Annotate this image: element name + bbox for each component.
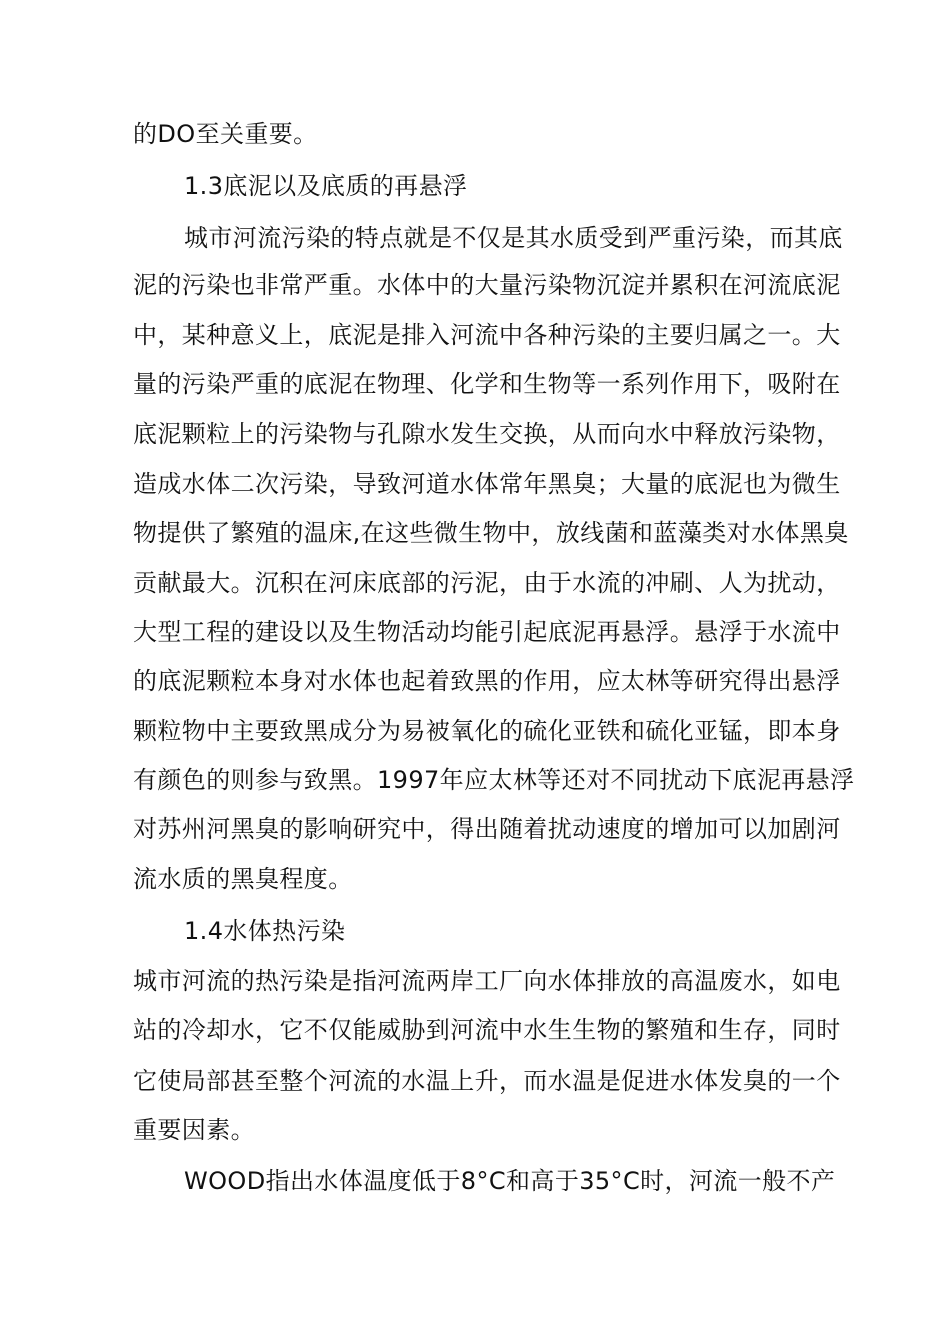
paragraph-line: 的DO至关重要。 xyxy=(133,120,318,148)
paragraph-line: 物提供了繁殖的温床,在这些微生物中，放线菌和蓝藻类对水体黑臭 xyxy=(133,519,849,547)
section-heading: 1.3底泥以及底质的再悬浮 xyxy=(184,172,468,200)
paragraph-line: 它使局部甚至整个河流的水温上升，而水温是促进水体发臭的一个 xyxy=(133,1067,841,1095)
paragraph-line: 颗粒物中主要致黑成分为易被氧化的硫化亚铁和硫化亚锰，即本身 xyxy=(133,717,841,745)
paragraph-line: 对苏州河黑臭的影响研究中，得出随着扰动速度的增加可以加剧河 xyxy=(133,815,841,843)
paragraph-line: 中，某种意义上，底泥是排入河流中各种污染的主要归属之一。大 xyxy=(133,321,841,349)
paragraph-line: 量的污染严重的底泥在物理、化学和生物等一系列作用下，吸附在 xyxy=(133,370,841,398)
paragraph-line: 底泥颗粒上的污染物与孔隙水发生交换，从而向水中释放污染物， xyxy=(133,420,841,448)
paragraph-line: 城市河流的热污染是指河流两岸工厂向水体排放的高温废水，如电 xyxy=(133,967,841,995)
paragraph-line: 泥的污染也非常严重。水体中的大量污染物沉淀并累积在河流底泥 xyxy=(133,271,841,299)
paragraph-line: 站的冷却水，它不仅能威胁到河流中水生生物的繁殖和生存，同时 xyxy=(133,1016,841,1044)
paragraph-line: 有颜色的则参与致黑。1997年应太林等还对不同扰动下底泥再悬浮 xyxy=(133,766,855,794)
paragraph-line: 贡献最大。沉积在河床底部的污泥，由于水流的冲刷、人为扰动， xyxy=(133,569,841,597)
paragraph-line: 流水质的黑臭程度。 xyxy=(133,865,353,893)
paragraph-line: 的底泥颗粒本身对水体也起着致黑的作用，应太林等研究得出悬浮 xyxy=(133,667,841,695)
section-heading: 1.4水体热污染 xyxy=(184,917,346,945)
paragraph-line: 造成水体二次污染，导致河道水体常年黑臭；大量的底泥也为微生 xyxy=(133,470,841,498)
paragraph-line: 城市河流污染的特点就是不仅是其水质受到严重污染，而其底 xyxy=(184,224,843,252)
paragraph-line: 重要因素。 xyxy=(133,1116,255,1144)
paragraph-line: WOOD指出水体温度低于8°C和高于35°C时，河流一般不产 xyxy=(184,1167,836,1195)
paragraph-line: 大型工程的建设以及生物活动均能引起底泥再悬浮。悬浮于水流中 xyxy=(133,618,841,646)
